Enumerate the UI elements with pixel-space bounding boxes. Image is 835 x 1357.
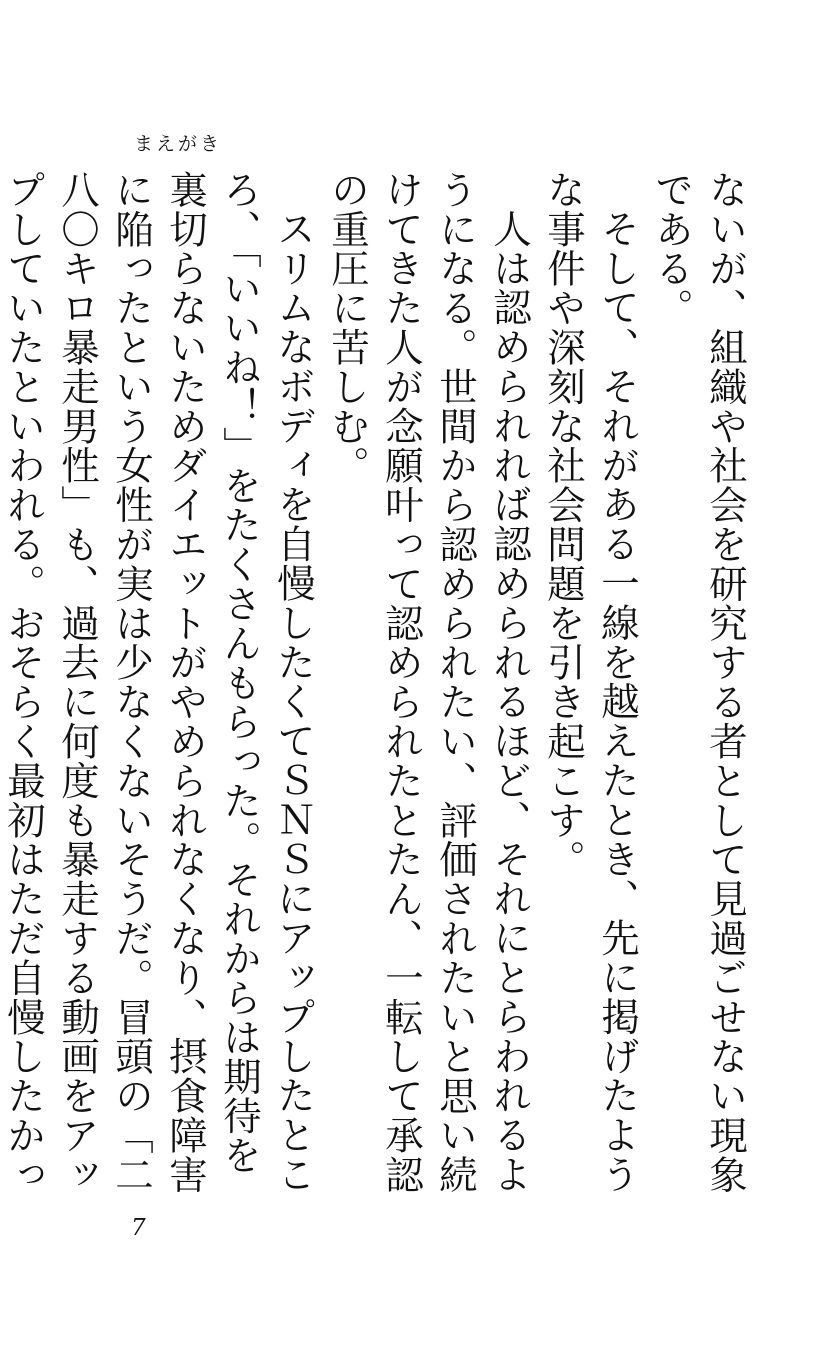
paragraph-2: そして、それがある一線を越えたとき、先に掲げたような事件や深刻な社会問題を引き起こす。 <box>541 170 640 1194</box>
paragraph-1: ないが、組織や社会を研究する者として見過ごせない現象である。 <box>649 170 748 1195</box>
body-text <box>1 170 752 1210</box>
running-head: まえがき <box>134 133 223 155</box>
paragraph-4: スリムなボディを自慢したくてＳＮＳにアップしたところ、「いいね！」をたくさんもらった。それからは期待を裏切らないためダイエットがやめられなくなり、摂食障害に陥ったという女性が実は少なくないそうだ。冒頭の「二八〇キロ暴走男性」も、過去に何度も暴走する動画をアップしていたといわれる。おそらく最初はただ自慢したかっ <box>1 170 316 1195</box>
paragraph-3: 人は認められれば認められるほど、それにとらわれるようになる。世間から認められたい、評価されたいと思い続けてきた人が念願叶って認められたとたん、一転して承認の重圧に苦しむ。 <box>325 170 532 1195</box>
page-number: 7 <box>131 1215 146 1241</box>
